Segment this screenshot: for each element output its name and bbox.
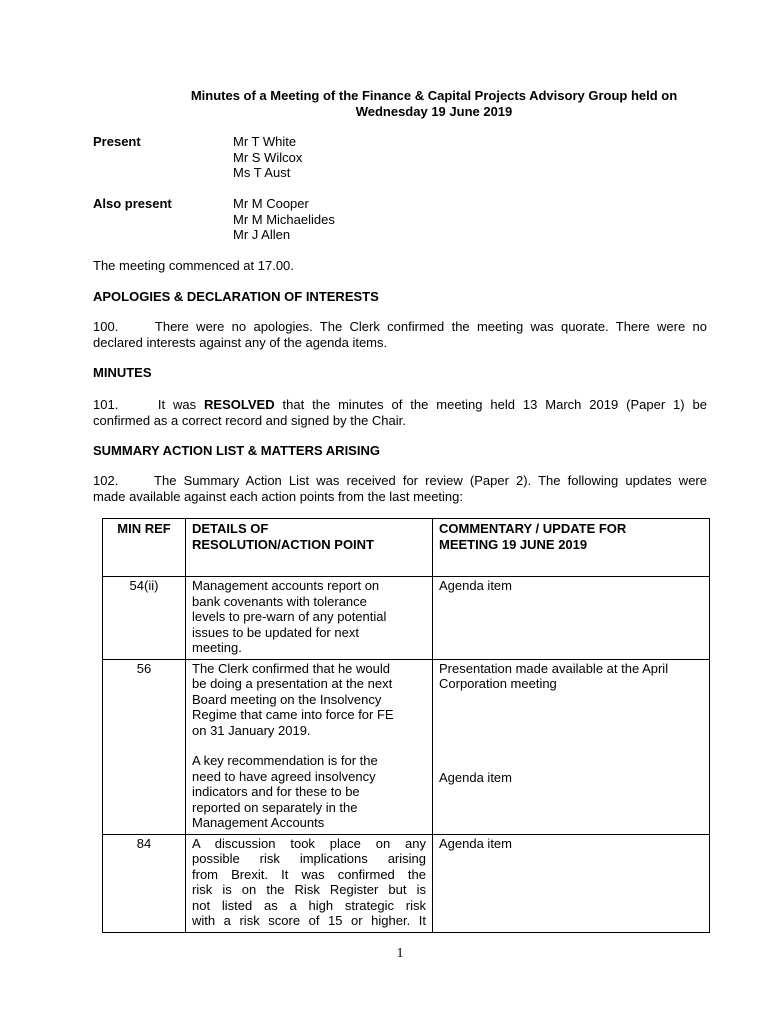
also-present-name: Mr J Allen xyxy=(233,227,291,242)
table-row xyxy=(103,577,710,660)
commentary-cell: Agenda item xyxy=(433,834,710,932)
details-cell: The Clerk confirmed that he would be doing a presentation at the next Board meeting on the Insolvency Regime that came into force for FE on 31 January 2019. A key recommendation is for the need to have agreed insolvency indicators and for these to be reported on separately in the Management Accounts xyxy=(186,659,433,834)
table-row xyxy=(103,659,710,834)
title-line-1: Minutes of a Meeting of the Finance & Capital Projects Advisory Group held on xyxy=(190,88,678,103)
present-name: Ms T Aust xyxy=(233,165,291,180)
present-label: Present xyxy=(93,134,141,149)
details-cell: A discussion took place on any possible risk implications arising from Brexit. It was confirmed the risk is on the Risk Register but is not listed as a high strategic risk with a risk score of 15 or higher. It xyxy=(186,834,433,932)
table-row xyxy=(103,834,710,932)
apologies-paragraph xyxy=(93,319,707,350)
present-name: Mr T White xyxy=(233,134,297,149)
summary-line-1: 102. The Summary Action List was received for review (Paper 2). The following updates were xyxy=(93,473,707,488)
min-ref-cell: 56 xyxy=(103,659,186,834)
also-present-name: Mr M Cooper xyxy=(233,196,309,211)
document-title xyxy=(150,88,718,120)
paragraph-number: 101. xyxy=(93,397,119,412)
also-present-name: Mr M Michaelides xyxy=(233,211,335,227)
commentary-cell: Agenda item xyxy=(433,577,710,660)
header-commentary: COMMENTARY / UPDATE FOR MEETING 19 JUNE 2019 xyxy=(433,519,710,577)
page-number: 1 xyxy=(396,946,404,961)
meeting-commenced: The meeting commenced at 17.00. xyxy=(93,258,294,273)
also-present-label: Also present xyxy=(93,196,172,211)
summary-paragraph xyxy=(93,473,707,504)
table-header-row xyxy=(103,519,710,577)
also-present-names xyxy=(233,196,335,243)
present-names xyxy=(233,134,302,181)
commentary-subparagraph: Agenda item xyxy=(439,769,512,785)
title-line-2: Wednesday 19 June 2019 xyxy=(355,104,513,119)
apologies-line-2: declared interests against any of the agenda items. xyxy=(93,334,388,350)
header-min-ref: MIN REF xyxy=(103,519,186,577)
details-subparagraph: A key recommendation is for the need to have agreed insolvency indicators and for these to be reported on separately in the Management Accounts xyxy=(192,753,378,830)
minutes-paragraph xyxy=(93,397,707,428)
apologies-line-1: 100. There were no apologies. The Clerk confirmed the meeting was quorate. There were no xyxy=(93,319,707,334)
apologies-heading: APOLOGIES & DECLARATION OF INTERESTS xyxy=(93,289,379,304)
paragraph-number: 100. xyxy=(93,319,119,334)
header-details: DETAILS OF RESOLUTION/ACTION POINT xyxy=(186,519,433,577)
summary-heading: SUMMARY ACTION LIST & MATTERS ARISING xyxy=(93,443,380,458)
present-name: Mr S Wilcox xyxy=(233,149,303,165)
minutes-line-1: 101. It was RESOLVED that the minutes of the meeting held 13 March 2019 (Paper 1) be xyxy=(93,397,707,412)
paragraph-number: 102. xyxy=(93,473,119,488)
commentary-cell: Presentation made available at the April Corporation meeting Agenda item xyxy=(433,659,710,834)
details-cell: Management accounts report on bank covenants with tolerance levels to pre-warn of any potential issues to be updated for next meeting. xyxy=(186,577,433,660)
action-table xyxy=(102,518,710,933)
min-ref-cell: 84 xyxy=(103,834,186,932)
resolved-text: RESOLVED xyxy=(204,397,275,412)
summary-line-2: made available against each action points from the last meeting: xyxy=(93,488,463,504)
min-ref-cell: 54(ii) xyxy=(103,577,186,660)
minutes-heading: MINUTES xyxy=(93,365,152,380)
minutes-line-2: confirmed as a correct record and signed by the Chair. xyxy=(93,412,406,428)
